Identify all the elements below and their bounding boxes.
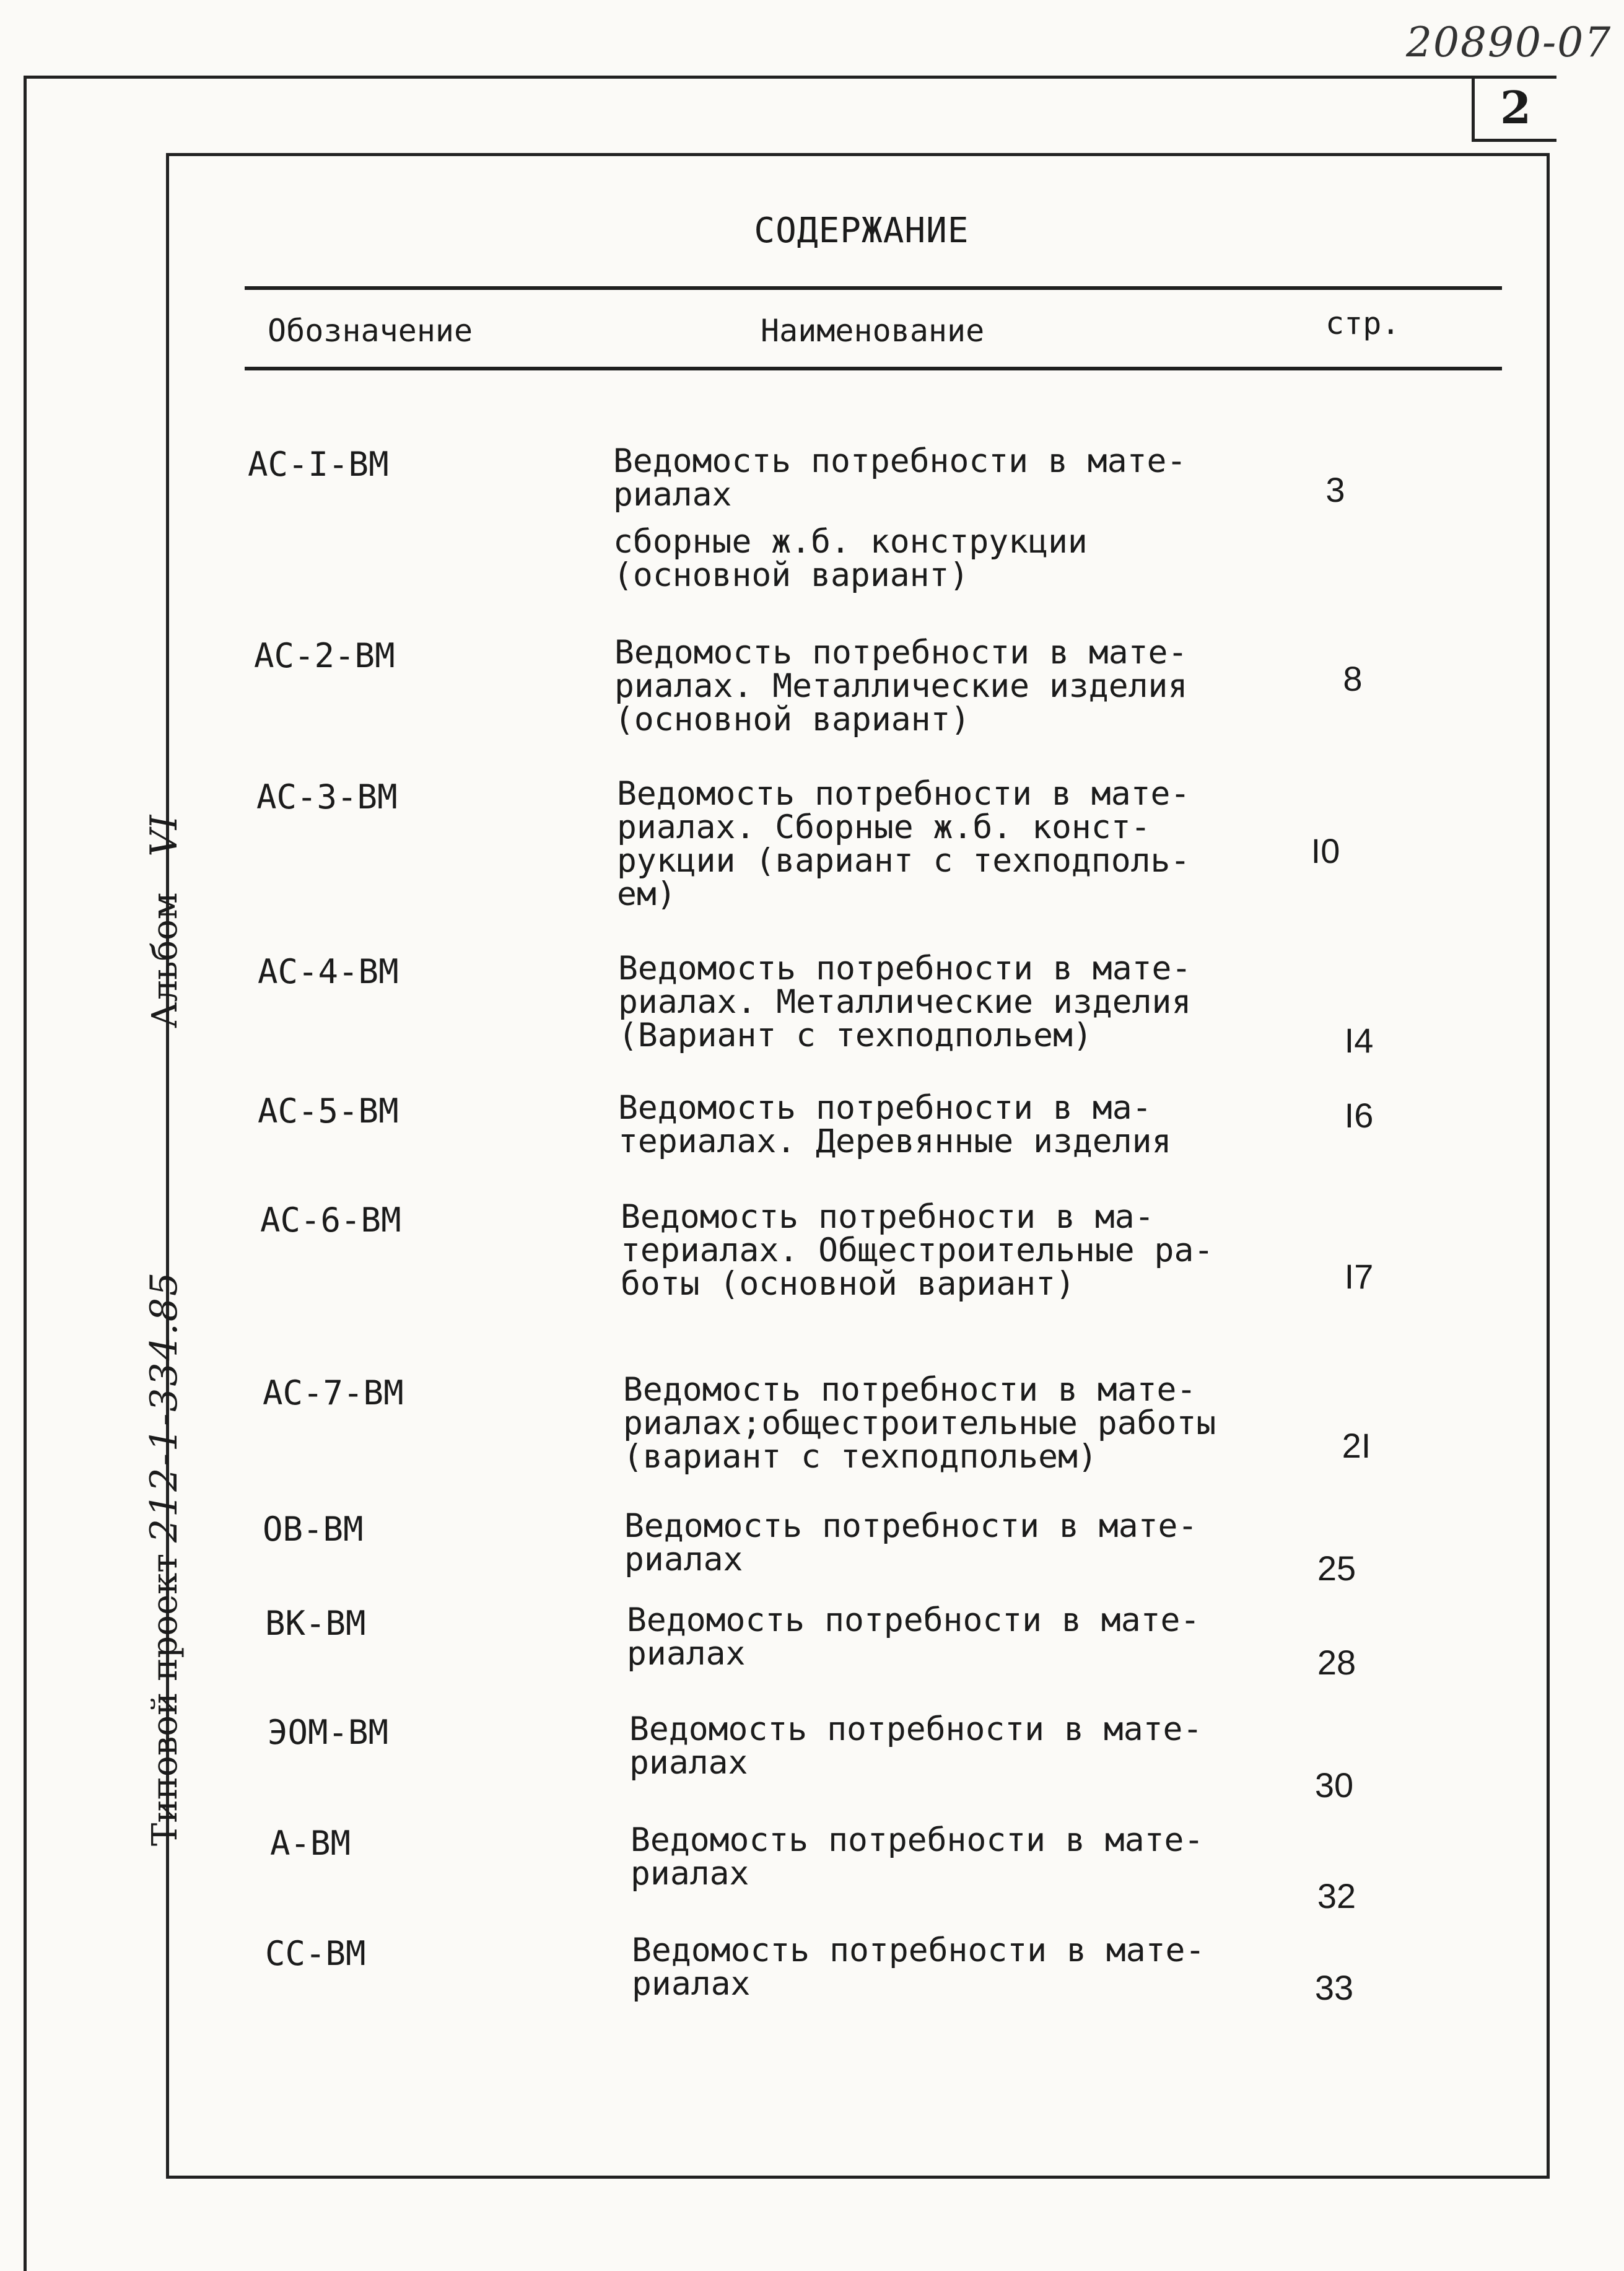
row-name: Ведомость потребности в мате- риалах. Металлические изделия (Вариант с техподпольем) [618,950,1192,1054]
row-name: Ведомость потребности в мате- риалах [631,1821,1204,1892]
row-page: I0 [1311,831,1340,870]
row-designation: ОВ-ВМ [263,1510,364,1549]
row-name: Ведомость потребности в мате- риалах [632,1932,1205,2003]
column-header-page: стр. [1325,305,1400,341]
row-name: Ведомость потребности в мате- риалах. Металлические изделия (основной вариант) [614,634,1188,738]
row-designation: АС-3-ВМ [256,777,398,816]
row-name: Ведомость потребности в мате- риалах;общестроительные работы (вариант с техподпольем) [623,1371,1216,1476]
row-designation: АС-I-ВМ [248,445,389,484]
row-name: Ведомость потребности в мате- риалах сборные ж.б. конструкции (основной вариант) [613,442,1187,594]
table-header-rule [245,367,1502,370]
row-designation: СС-ВМ [265,1934,366,1973]
row-page: 8 [1343,659,1363,698]
row-name: Ведомость потребности в мате- риалах [629,1710,1203,1782]
project-code: 212-1-334.85 [142,1270,186,1543]
row-page: 2I [1342,1426,1371,1465]
album-number: VI [142,815,186,857]
album-label: Альбом [145,892,185,1028]
row-designation: АС-6-ВМ [260,1201,401,1240]
archive-number: 20890-07 [1406,19,1612,66]
row-page: 3 [1325,470,1345,509]
column-header-name: Наименование [761,313,985,349]
row-designation: АС-2-ВМ [254,636,395,675]
row-page: I6 [1344,1096,1374,1135]
project-side-label [142,1271,186,1846]
row-page: 28 [1317,1643,1356,1682]
row-page: 25 [1317,1549,1356,1588]
row-name: Ведомость потребности в ма- териалах. Общестроительные ра- боты (основной вариант) [621,1198,1214,1303]
row-name: Ведомость потребности в мате- риалах [624,1507,1198,1578]
row-page: 32 [1317,1876,1356,1915]
row-page: I4 [1344,1021,1374,1060]
page-title: СОДЕРЖАНИЕ [754,211,969,251]
row-name: Ведомость потребности в ма- териалах. Деревянные изделия [618,1089,1172,1160]
column-header-designation: Обозначение [268,313,473,349]
row-designation: А-ВМ [270,1824,351,1863]
row-designation: АС-7-ВМ [263,1373,404,1412]
row-designation: АС-4-ВМ [258,952,399,991]
row-designation: АС-5-ВМ [258,1092,399,1131]
row-page: I7 [1344,1257,1374,1296]
table-top-rule [245,286,1502,290]
project-label: Типовой проект [145,1553,185,1846]
row-designation: ВК-ВМ [265,1604,366,1643]
row-designation: ЭОМ-ВМ [268,1713,389,1752]
album-side-label [142,815,186,1028]
page-number: 2 [1472,76,1556,142]
row-name: Ведомость потребности в мате- риалах. Сборные ж.б. конст- рукции (вариант с техподполь- ем) [617,775,1190,913]
row-name: Ведомость потребности в мате- риалах [627,1601,1200,1673]
row-page: 30 [1314,1766,1354,1805]
row-page: 33 [1314,1968,1354,2007]
